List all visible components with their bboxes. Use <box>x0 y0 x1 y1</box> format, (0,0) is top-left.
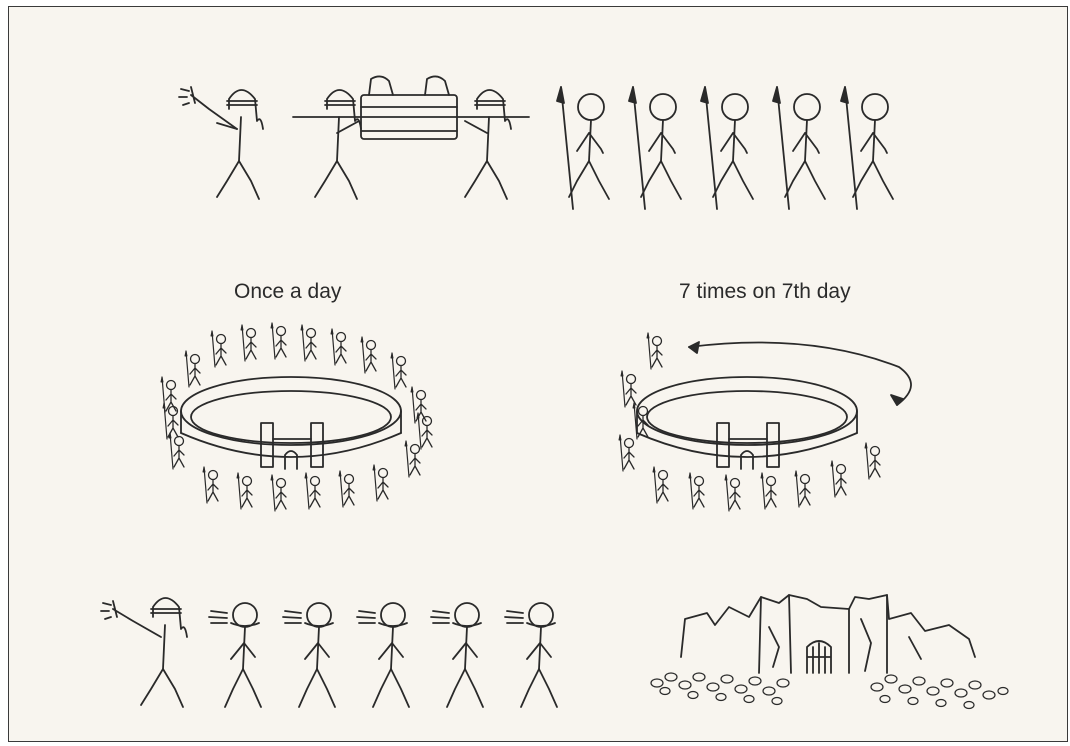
rubble <box>651 673 1008 709</box>
walled-city <box>637 377 857 469</box>
illustration-frame <box>8 6 1068 742</box>
ark-bearers <box>293 76 529 199</box>
caption-seven-times: 7 times on 7th day <box>679 280 851 303</box>
procession <box>179 76 893 209</box>
shout-row <box>101 598 557 707</box>
circle-marchers <box>619 333 880 511</box>
seventh-day-scene <box>619 333 911 511</box>
horn-blower-figure <box>101 598 187 707</box>
caption-once-a-day: Once a day <box>234 280 342 303</box>
fallen-wall-scene <box>651 595 1008 709</box>
horn-blower-figure <box>179 87 263 199</box>
walled-city <box>181 377 401 469</box>
once-a-day-scene <box>161 323 432 511</box>
spearmen <box>557 87 893 209</box>
gate-icon <box>807 641 831 673</box>
jericho-illustration <box>9 7 1068 742</box>
